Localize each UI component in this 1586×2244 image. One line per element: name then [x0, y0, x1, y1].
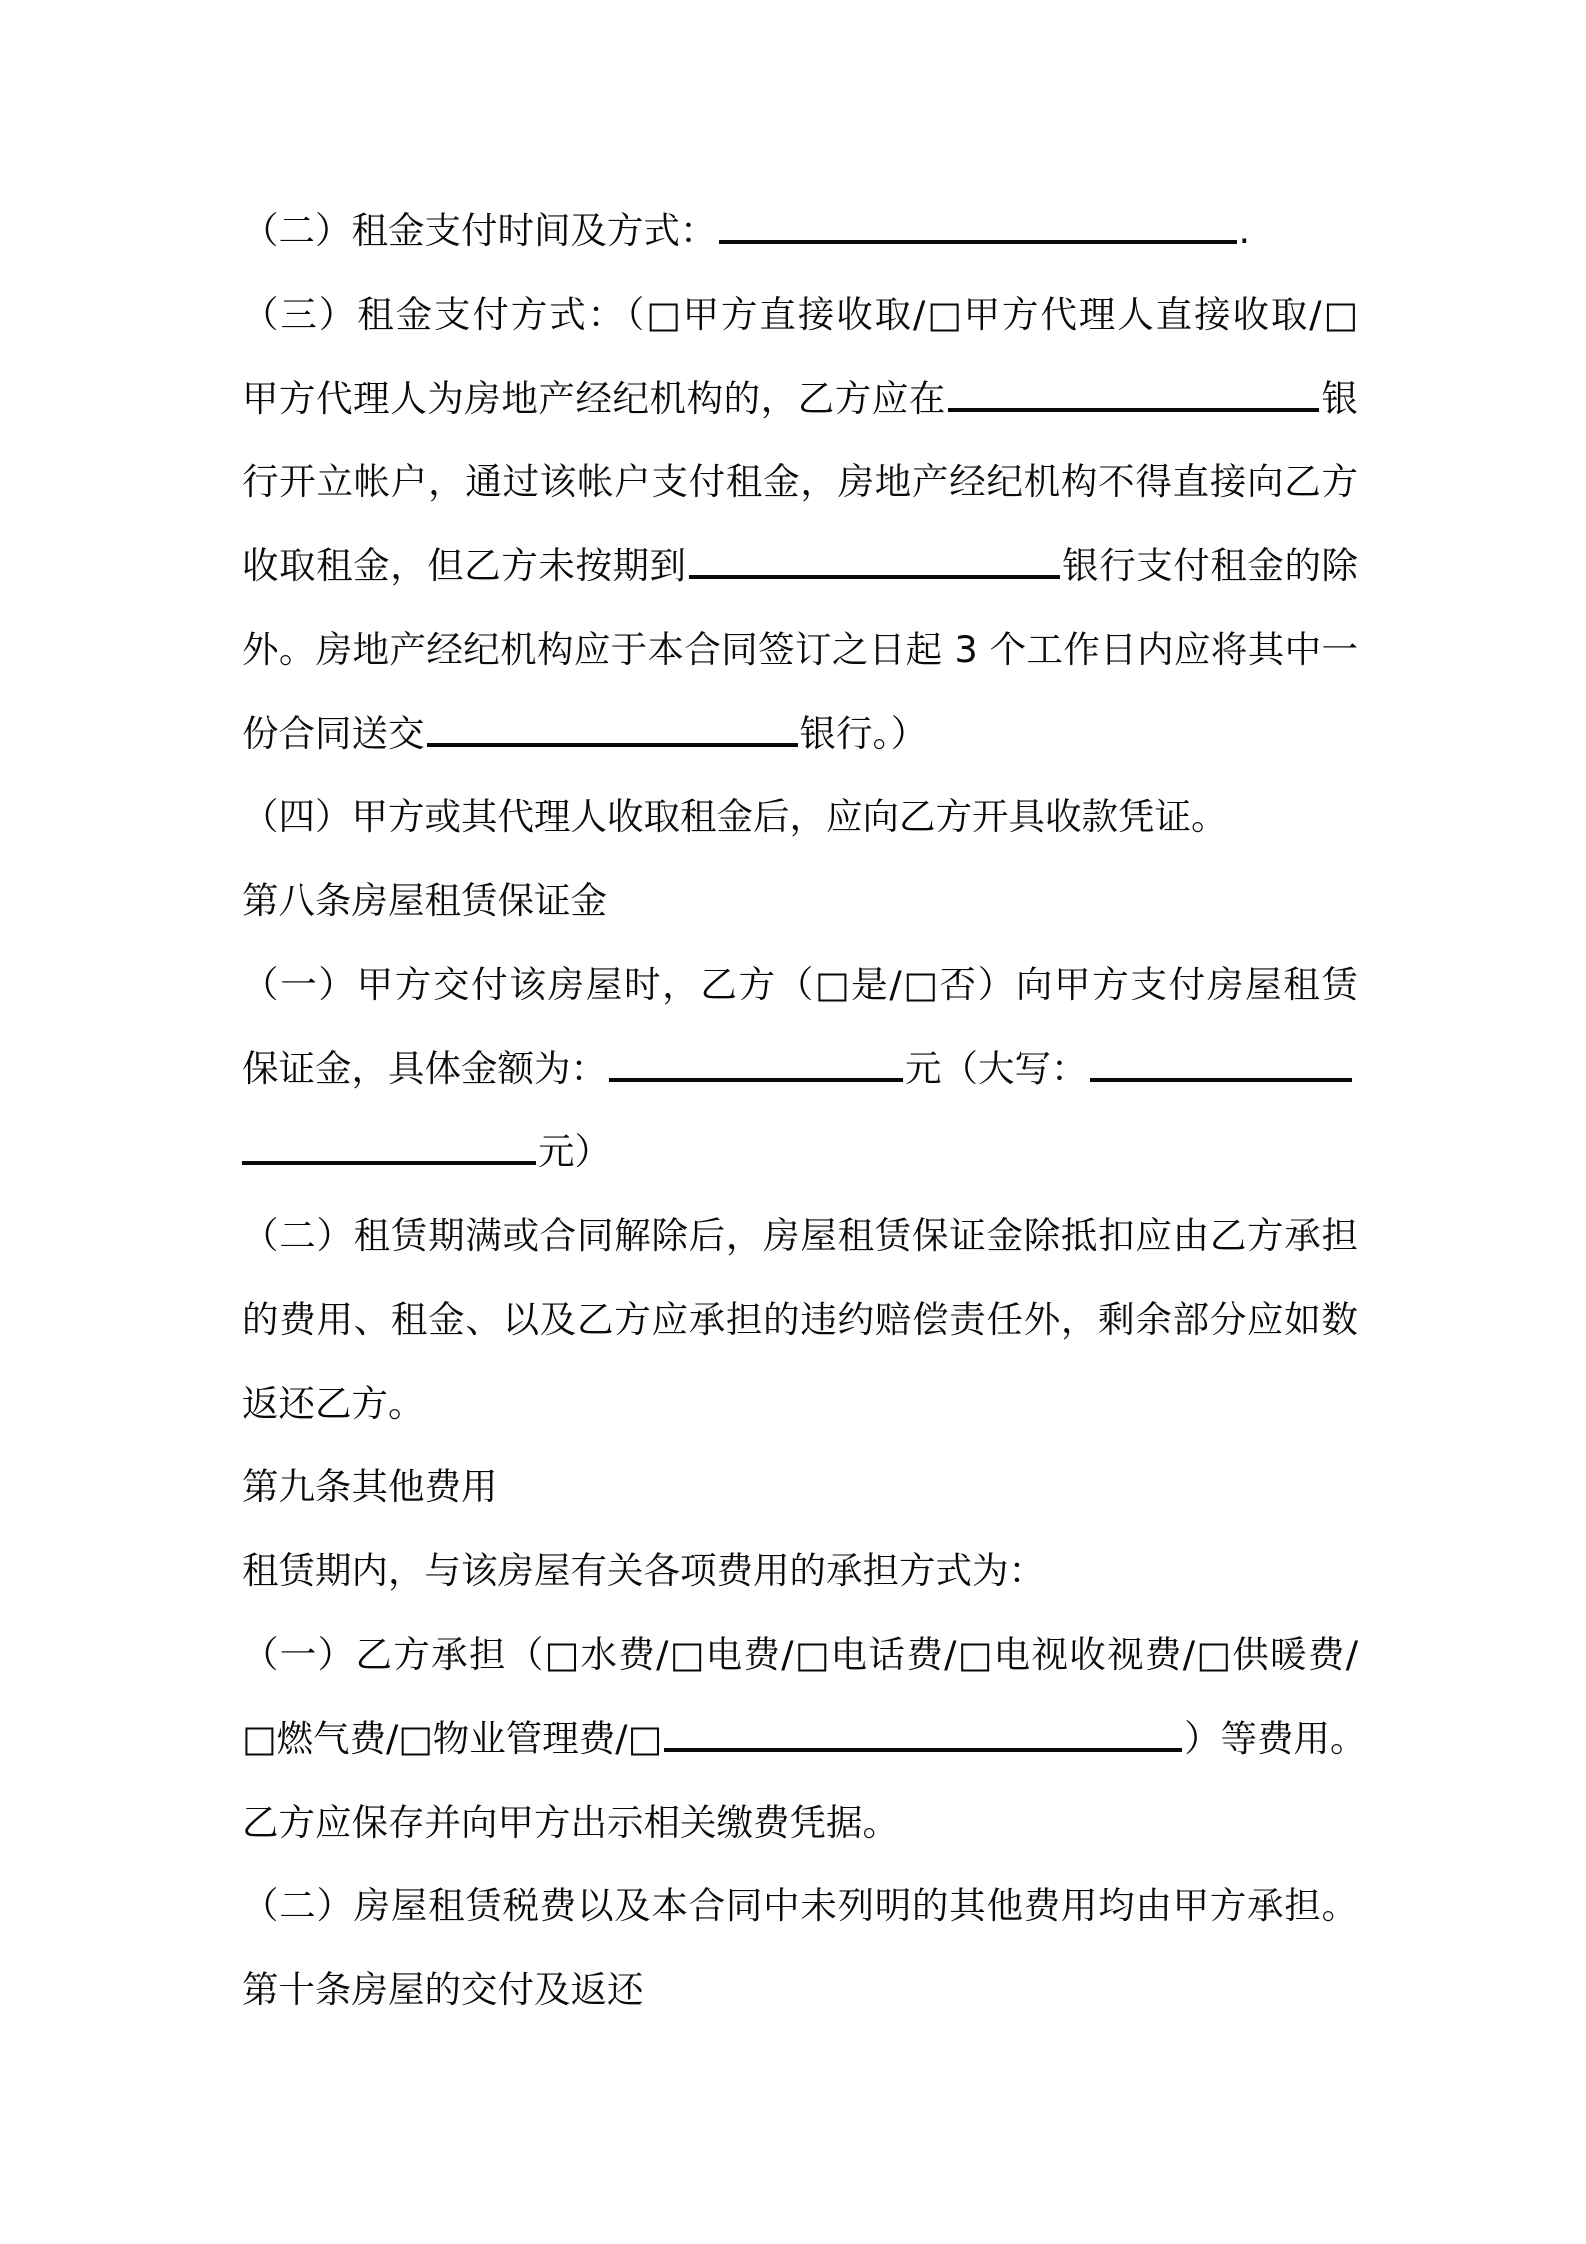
line-text: （四）甲方或其代理人收取租金后，应向乙方开具收款凭证。 [242, 795, 1228, 839]
fees-clause-1-line-2 [242, 1697, 1367, 1781]
line-text: 返还乙方。 [242, 1381, 425, 1425]
rent-payment-method-line-5 [242, 608, 1358, 692]
line-text: ）等费用。 [1184, 1716, 1367, 1760]
deposit-clause-1-line-1 [242, 943, 1358, 1027]
contract-delivery-bank-blank [427, 743, 798, 747]
line-text: （三）租金支付方式：（□甲方直接收取/□甲方代理人直接收取/□ [242, 292, 1358, 336]
line-text: 租赁期内，与该房屋有关各项费用的承担方式为： [242, 1549, 1045, 1593]
line-text: 外。房地产经纪机构应于本合同签订之日起 3 个工作日内应将其中一 [242, 627, 1358, 671]
deposit-clause-1-line-2 [242, 1027, 1358, 1111]
payment-bank-blank [689, 575, 1060, 579]
line-text: 银 [1320, 376, 1359, 420]
rent-payment-method-line-4 [242, 524, 1358, 608]
article-8-heading [242, 859, 1358, 943]
heading-text: 第八条房屋租赁保证金 [242, 879, 607, 923]
deposit-clause-2-line-2 [242, 1278, 1358, 1362]
heading-text: 第十条房屋的交付及返还 [242, 1968, 644, 2012]
line-text: 元） [538, 1130, 611, 1174]
other-fees-blank [664, 1748, 1182, 1752]
other-fees-intro-line [242, 1529, 1358, 1613]
rent-payment-method-line-1 [242, 273, 1358, 357]
line-text: 银行支付租金的除 [1061, 544, 1359, 588]
deposit-amount-blank [609, 1078, 903, 1082]
fees-clause-2-line [242, 1864, 1358, 1948]
deposit-clause-2-line-1 [242, 1194, 1358, 1278]
line-text: □燃气费/□物业管理费/□ [242, 1716, 663, 1760]
line-text: 份合同送交 [242, 711, 425, 755]
line-text: （二）房屋租赁税费以及本合同中未列明的其他费用均由甲方承担。 [242, 1884, 1358, 1928]
heading-text: 第九条其他费用 [242, 1465, 498, 1509]
account-bank-blank [948, 408, 1319, 412]
fees-clause-1-line-1 [242, 1613, 1358, 1697]
line-text: 甲方代理人为房地产经纪机构的，乙方应在 [242, 376, 946, 420]
line-text: 收取租金，但乙方未按期到 [242, 544, 687, 588]
deposit-clause-1-line-3 [242, 1110, 1358, 1194]
rent-receipt-line [242, 775, 1358, 859]
line-text: （一）甲方交付该房屋时，乙方（□是/□否）向甲方支付房屋租赁 [242, 962, 1358, 1006]
rent-payment-time-line [242, 189, 1358, 273]
line-text: 元（大写： [905, 1046, 1088, 1090]
rent-payment-method-line-2 [242, 357, 1358, 441]
line-text: （一）乙方承担（□水费/□电费/□电话费/□电视收视费/□供暖费/ [242, 1633, 1358, 1677]
payment-time-blank [719, 240, 1237, 244]
line-text: 行开立帐户，通过该帐户支付租金，房地产经纪机构不得直接向乙方 [242, 460, 1358, 504]
deposit-amount-uppercase-blank [1090, 1078, 1352, 1082]
article-9-heading [242, 1445, 1358, 1529]
rent-payment-method-line-6 [242, 692, 1358, 776]
line-text: （二）租金支付时间及方式： [242, 209, 717, 252]
line-text: 乙方应保存并向甲方出示相关缴费凭据。 [242, 1800, 899, 1844]
line-text: 的费用、租金、以及乙方应承担的违约赔偿责任外，剩余部分应如数 [242, 1297, 1358, 1341]
line-text: （二）租赁期满或合同解除后，房屋租赁保证金除抵扣应由乙方承担 [242, 1214, 1358, 1258]
deposit-amount-uppercase-blank-continued [242, 1161, 536, 1165]
article-10-heading [242, 1948, 1358, 2032]
rent-payment-method-line-3 [242, 440, 1358, 524]
line-text: . [1238, 209, 1251, 252]
fees-clause-1-line-3 [242, 1781, 1358, 1865]
line-text: 银行。） [799, 711, 928, 755]
line-text: 保证金，具体金额为： [242, 1046, 607, 1090]
contract-text [242, 189, 1367, 2032]
deposit-clause-2-line-3 [242, 1362, 1358, 1446]
